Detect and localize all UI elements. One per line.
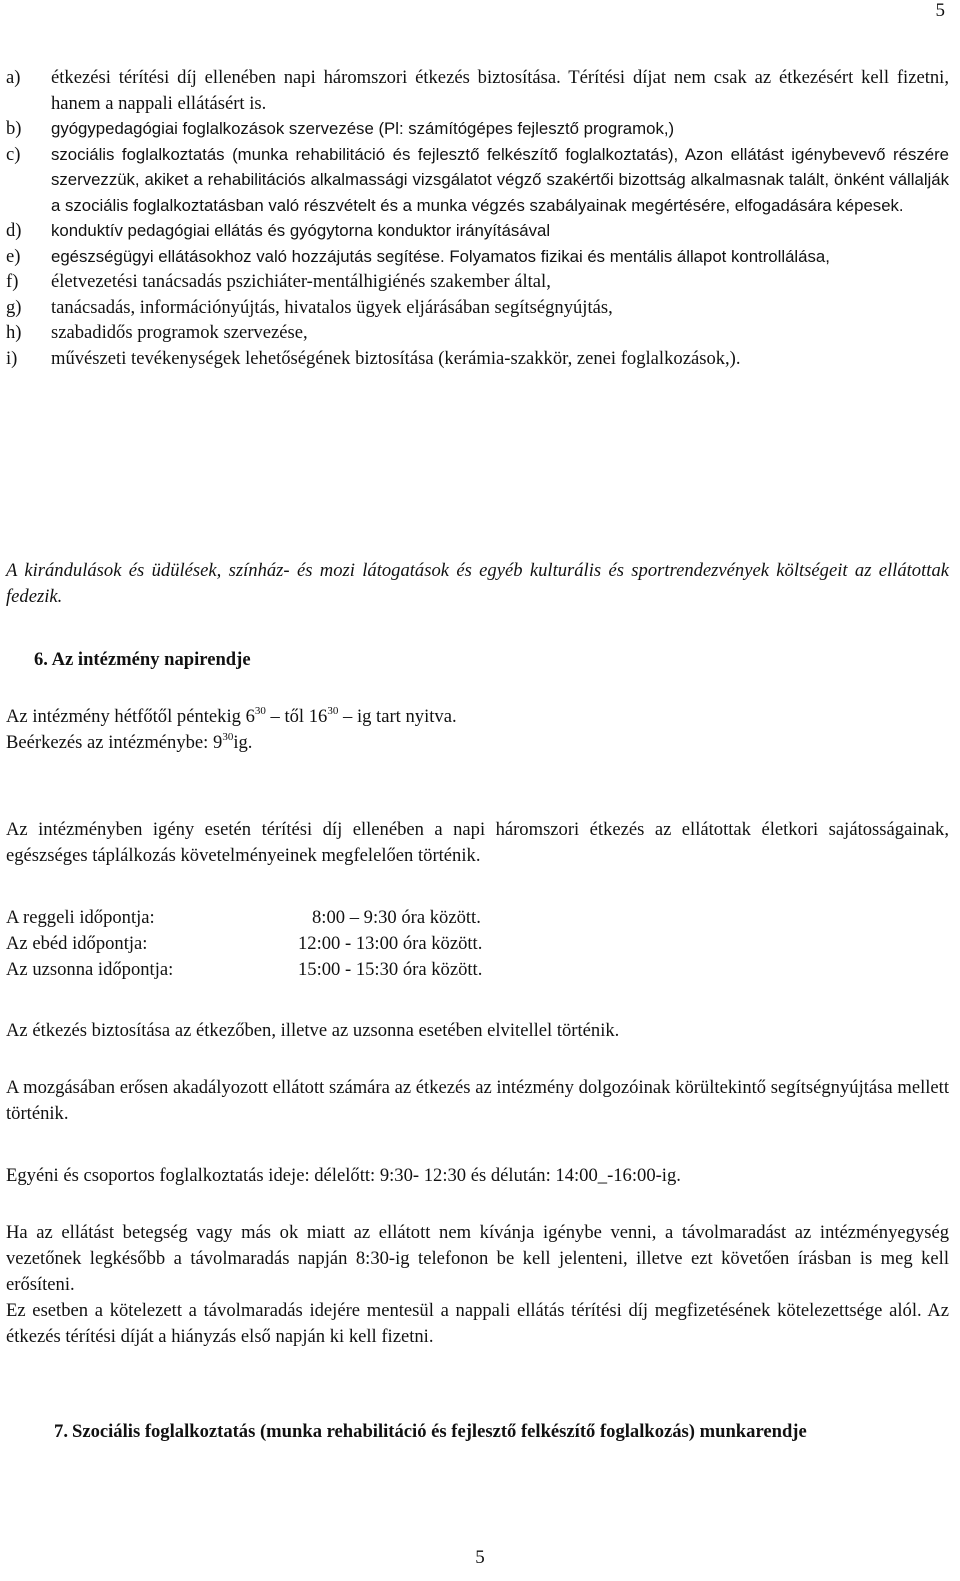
list-item — [6, 116, 949, 142]
list-item-label: f) — [6, 271, 19, 292]
list-item-text: konduktív pedagógiai ellátás és gyógytorna konduktor irányításával — [51, 221, 551, 240]
section-6-title: Az intézmény napirendje — [51, 649, 251, 670]
list-item-label: b) — [6, 118, 22, 139]
meals-place: Az étkezés biztosítása az étkezőben, illetve az uzsonna esetében elvitellel történik. — [6, 1020, 620, 1041]
mobility-note: A mozgásában erősen akadályozott ellátott számára az étkezés az intézmény dolgozóinak körültekintő segítségnyújtása mellett történik. — [6, 1077, 949, 1124]
absence-rule: Ha az ellátást betegség vagy más ok miatt az ellátott nem kívánja igénybe venni, a távolmaradást az intézményegység vezetőnek legkésőbb a távolmaradás napján 8:30-ig telefonon be kell jelenteni, illetve ezt követően írásban is meg kell erősíteni. — [6, 1222, 949, 1295]
meal-time: 12:00 - 13:00 óra között. — [298, 933, 483, 954]
meal-time: 8:00 – 9:30 óra között. — [312, 907, 481, 928]
list-item-label: a) — [6, 67, 21, 88]
list-item-label: i) — [6, 347, 18, 369]
list-item-text: tanácsadás, információnyújtás, hivatalos ügyek eljárásában segítségnyújtás, — [51, 296, 613, 318]
opening-hours — [6, 704, 949, 730]
arrival-text: ig. — [233, 732, 253, 753]
arrival-sup: 30 — [222, 731, 234, 743]
list-item — [6, 218, 949, 244]
opening-hours-sup: 30 — [327, 705, 339, 717]
meal-label: Az ebéd időpontja: — [6, 933, 148, 954]
document-page — [6, 0, 949, 1581]
list-item-text: szabadidős programok szervezése, — [51, 322, 308, 343]
absence-exemption: Ez esetben a kötelezett a távolmaradás idejére mentesül a nappali ellátás térítési díj megfizetésének kötelezettsége alól. Az étkezés térítési díját a hiányzás első napján ki kell fizetni. — [6, 1300, 949, 1347]
meal-schedule-row — [6, 931, 949, 957]
list-item-label: g) — [6, 296, 22, 318]
list-item — [6, 295, 949, 321]
meal-schedule — [6, 905, 949, 983]
list-item-text: művészeti tevékenységek lehetőségének biztosítása (kerámia-szakkör, zenei foglalkozások,). — [51, 347, 741, 369]
list-item-label: c) — [6, 143, 21, 165]
opening-hours-sup: 30 — [254, 705, 266, 717]
list-item-label: d) — [6, 220, 22, 241]
opening-hours-text: – től 16 — [265, 706, 328, 727]
list-item — [6, 244, 949, 270]
section-6-number: 6. — [34, 649, 48, 670]
meal-time: 15:00 - 15:30 óra között. — [298, 959, 483, 980]
meal-label: A reggeli időpontja: — [6, 907, 155, 928]
meal-schedule-row — [6, 957, 949, 983]
list-item-label: e) — [6, 245, 21, 267]
section-7-heading — [6, 1419, 949, 1445]
list-item-label: h) — [6, 322, 22, 343]
list-item — [6, 346, 949, 372]
list-item — [6, 65, 949, 116]
opening-hours-text: – ig tart nyitva. — [338, 706, 457, 727]
list-item-text: életvezetési tanácsadás pszichiáter-mentálhigiénés szakember által, — [51, 271, 551, 292]
opening-hours-text: Az intézmény hétfőtől péntekig 6 — [6, 706, 255, 727]
section-6-heading — [6, 647, 949, 673]
page-number-bottom: 5 — [475, 1547, 485, 1568]
section-7-number: 7. — [54, 1421, 68, 1442]
services-list — [6, 65, 949, 371]
meal-label: Az uzsonna időpontja: — [6, 959, 174, 980]
section-7-title: Szociális foglalkoztatás (munka rehabilitáció és fejlesztő felkészítő foglalkozás) munkarendje — [72, 1421, 807, 1442]
costs-note: A kirándulások és üdülések, színház- és mozi látogatások és egyéb kulturális és sportrendezvények költségeit az ellátottak fedezik. — [6, 560, 949, 607]
page-number-top: 5 — [935, 0, 945, 21]
activity-time: Egyéni és csoportos foglalkoztatás ideje: délelőtt: 9:30- 12:30 és délután: 14:00_-16:00-ig. — [6, 1165, 681, 1186]
list-item — [6, 269, 949, 295]
list-item-text: gyógypedagógiai foglalkozások szervezése (Pl: számítógépes fejlesztő programok,) — [51, 119, 675, 138]
meals-intro: Az intézményben igény esetén térítési díj ellenében a napi háromszori étkezés az ellátottak életkori sajátosságainak, egészséges táplálkozás követelményeinek megfelelően történik. — [6, 819, 949, 866]
list-item — [6, 142, 949, 219]
meal-schedule-row — [6, 905, 949, 931]
list-item-text: egészségügyi ellátásokhoz való hozzájutás segítése. Folyamatos fizikai és mentális állapot kontrollálása, — [51, 246, 830, 266]
list-item-text: szociális foglalkoztatás (munka rehabilitáció és fejlesztő felkészítő foglalkoztatás), Azon ellátást igénybevevő részére szervezzük, akiket a rehabilitációs alkalmassági vizsgálatot végző szakértői bizottság alkalmasnak talált, önként vállalják a szociális foglalkoztatásban való részvételt és a munka végzés szabályainak megértésére, elfogadására képesek. — [51, 144, 949, 215]
list-item — [6, 320, 949, 346]
arrival-time — [6, 730, 949, 756]
arrival-text: Beérkezés az intézménybe: 9 — [6, 732, 223, 753]
list-item-text: étkezési térítési díj ellenében napi háromszori étkezés biztosítása. Térítési díjat nem csak az étkezésért kell fizetni, hanem a nappali ellátásért is. — [51, 67, 949, 114]
